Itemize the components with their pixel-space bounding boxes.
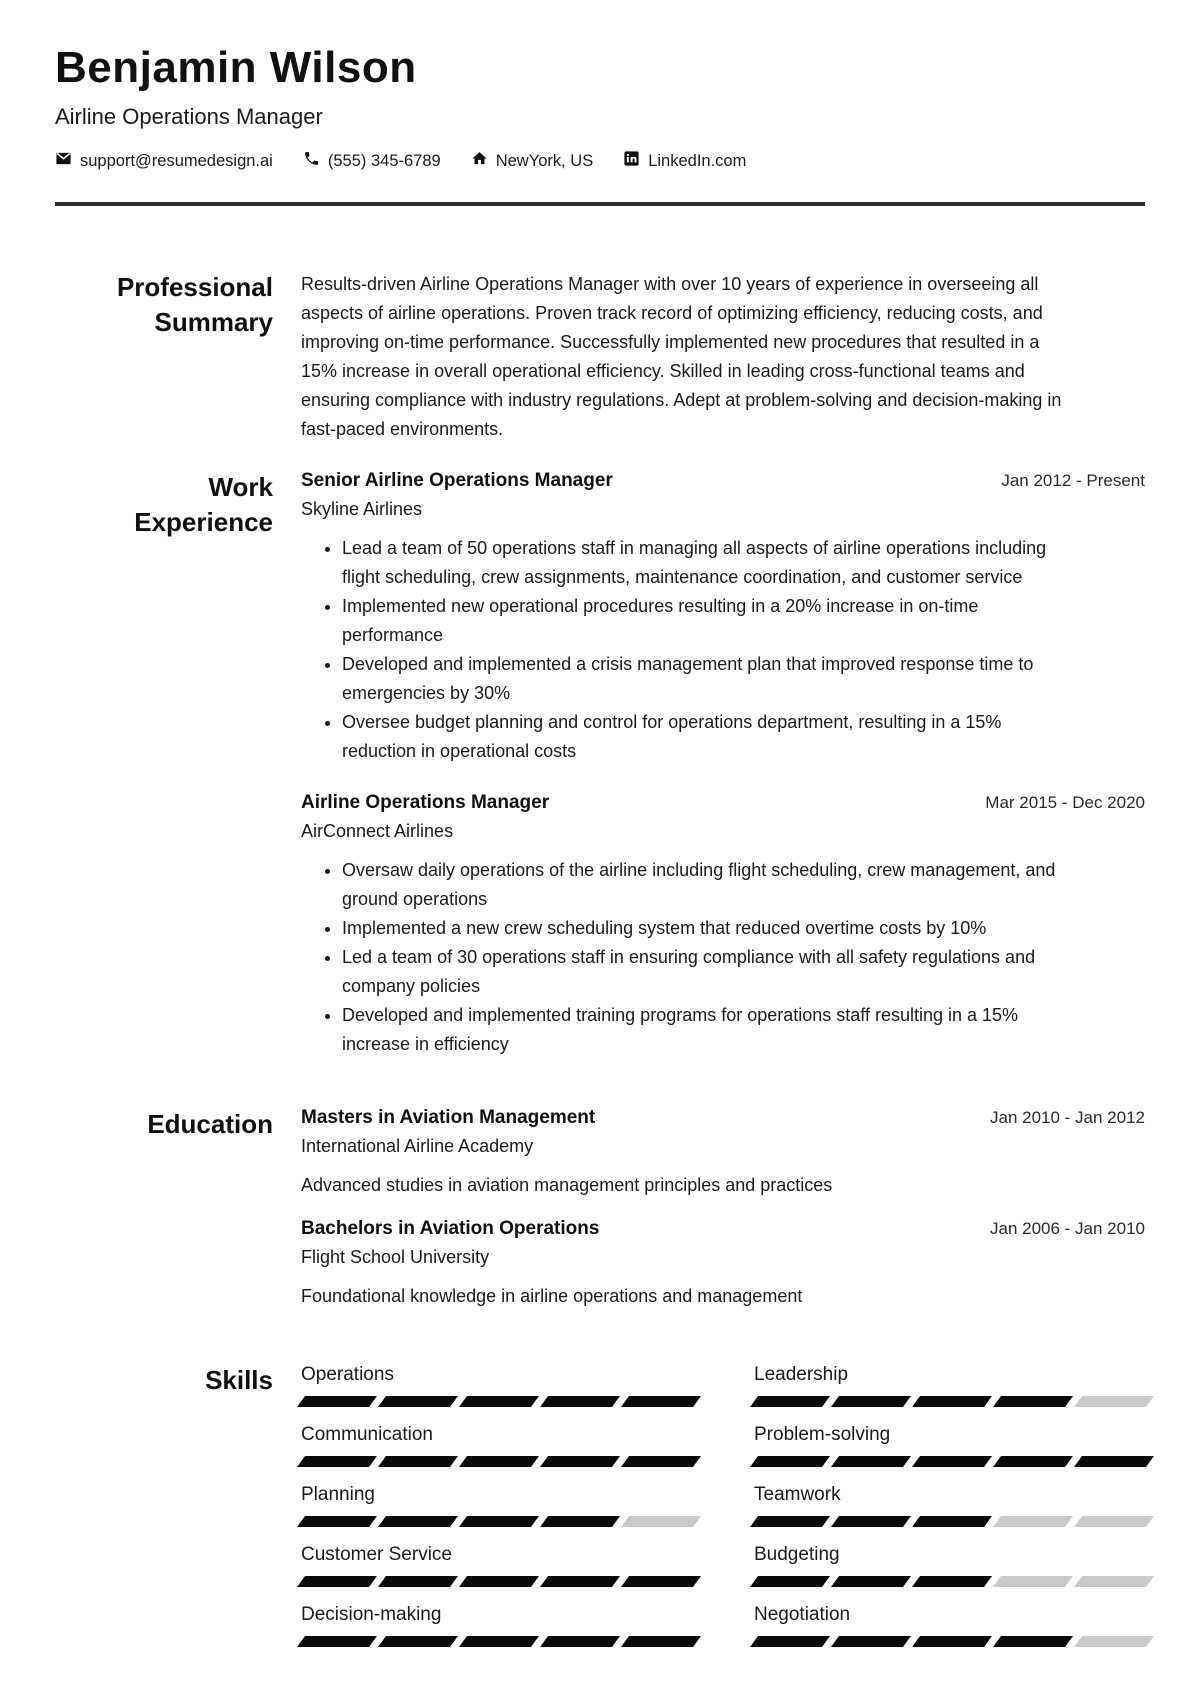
skill-segment-filled [750,1456,830,1467]
skill-segment-filled [297,1516,377,1527]
skill-item [754,1603,1150,1647]
skill-segment-filled [621,1456,701,1467]
skill-level-bar [301,1396,697,1407]
skill-segment-filled [540,1396,620,1407]
skill-segment-filled [750,1516,830,1527]
skills-body [301,1363,1146,1647]
summary-body [301,270,1145,444]
header [55,44,1145,172]
skill-segment-filled [297,1396,377,1407]
education-description: Advanced studies in aviation management principles and practices [301,1175,833,1196]
job-bullet: • Led a team of 30 operations staff in ensuring compliance with all safety regulations and company policies [342,943,1057,1001]
skill-segment-filled [993,1636,1073,1647]
section-education [55,1107,1145,1329]
skill-name: Customer Service [301,1544,452,1566]
skill-segment-empty [993,1516,1073,1527]
job-bullet: • Developed and implemented a crisis management plan that improved response time to emergencies by 30% [342,650,1057,708]
skill-segment-empty [993,1576,1073,1587]
contact-linkedin [623,150,746,172]
skill-segment-filled [297,1576,377,1587]
skill-segment-filled [912,1516,992,1527]
skill-name: Leadership [754,1364,849,1386]
degree-title: Bachelors in Aviation Operations [301,1218,600,1240]
education-entry [301,1218,1145,1311]
school-name: Flight School University [301,1247,490,1268]
job-bullet: • Developed and implemented training programs for operations staff resulting in a 15% increase in efficiency [342,1001,1057,1059]
job-header [301,792,1145,814]
skill-segment-filled [459,1636,539,1647]
skill-segment-filled [297,1456,377,1467]
skill-item [301,1423,697,1467]
skill-level-bar [301,1516,697,1527]
skill-level-bar [754,1396,1150,1407]
skill-level-bar [754,1516,1150,1527]
job-bullet: • Oversaw daily operations of the airline including flight scheduling, crew management, and ground operations [342,856,1057,914]
home-icon [471,150,488,172]
job-bullet: • Oversee budget planning and control for operations department, resulting in a 15% reduction in operational costs [342,708,1057,766]
skill-segment-filled [831,1456,911,1467]
section-label-education: Education [147,1109,273,1140]
contact-row [55,150,1145,172]
job-bullet: • Implemented new operational procedures resulting in a 20% increase in on-time performance [342,592,1057,650]
skill-level-bar [301,1636,697,1647]
job-entry [301,792,1145,1059]
skill-segment-filled [378,1396,458,1407]
header-divider [55,202,1145,206]
contact-email [55,150,273,172]
skill-level-bar [301,1576,697,1587]
skill-name: Negotiation [754,1604,851,1626]
section-label-professional-summary [55,270,273,339]
skills-grid [301,1363,1146,1647]
skill-segment-empty [1074,1396,1154,1407]
degree-title: Masters in Aviation Management [301,1107,596,1129]
skill-segment-filled [831,1576,911,1587]
skill-item [301,1483,697,1527]
phone-icon [303,150,320,172]
job-bullet: • Implemented a new crew scheduling system that reduced overtime costs by 10% [342,914,1057,943]
skill-name: Decision-making [301,1604,442,1626]
job-dates: Jan 2012 - Present [1001,471,1145,491]
skill-segment-filled [993,1456,1073,1467]
section-skills [55,1363,1145,1647]
education-body [301,1107,1145,1329]
skill-item [754,1543,1150,1587]
skill-segment-filled [621,1396,701,1407]
contact-phone [303,150,441,172]
resume-body [55,270,1145,1647]
skill-segment-empty [1074,1636,1154,1647]
skill-level-bar [754,1456,1150,1467]
skill-segment-filled [912,1456,992,1467]
contact-location [471,150,594,172]
education-dates: Jan 2006 - Jan 2010 [989,1219,1145,1239]
section-label-skills: Skills [205,1365,273,1396]
skill-name: Communication [301,1424,433,1446]
contact-linkedin-text: LinkedIn.com [648,151,747,170]
skill-segment-empty [621,1516,701,1527]
skill-level-bar [754,1576,1150,1587]
section-label-line: Experience [134,506,273,537]
summary-paragraph: Results-driven Airline Operations Manager with over 10 years of experience in overseeing all aspects of airline operations. Proven track record of optimizing efficiency, reducing costs, and improving on-time performance. Successfully implemented new procedures that resulted in a 15% increase in overall operational efficiency. Skilled in leading cross-functional teams and ensuring compliance with industry regulations. Adept at problem-solving and decision-making in fast-paced environments. [301,274,1062,440]
person-name: Benjamin Wilson [55,43,417,92]
job-title: Airline Operations Manager [301,792,550,814]
skill-segment-filled [1074,1456,1154,1467]
skill-segment-filled [378,1636,458,1647]
section-label-line: Summary [154,306,273,337]
skill-item [301,1603,697,1647]
skill-segment-filled [459,1516,539,1527]
skill-segment-filled [912,1576,992,1587]
skill-item [301,1543,697,1587]
skill-segment-filled [459,1396,539,1407]
skill-name: Teamwork [754,1484,841,1506]
job-bullet-list [301,856,1145,1059]
skill-segment-filled [621,1636,701,1647]
email-icon [55,150,72,172]
education-description: Foundational knowledge in airline operations and management [301,1286,803,1307]
education-header [301,1218,1145,1240]
job-title: Senior Airline Operations Manager [301,470,613,492]
skill-segment-filled [459,1576,539,1587]
education-header [301,1107,1145,1129]
contact-phone-text: (555) 345-6789 [327,151,441,170]
section-label-line: Professional [116,272,273,303]
section-professional-summary [55,270,1145,444]
skill-item [754,1483,1150,1527]
school-name: International Airline Academy [301,1136,534,1157]
contact-email-text: support@resumedesign.ai [80,151,273,170]
skill-segment-filled [540,1456,620,1467]
skill-segment-filled [912,1396,992,1407]
section-label-line: Work [208,472,273,503]
job-bullet-list [301,534,1145,766]
skill-segment-empty [1074,1516,1154,1527]
skill-name: Problem-solving [754,1424,891,1446]
skill-segment-filled [831,1636,911,1647]
skill-segment-filled [831,1396,911,1407]
education-entry [301,1107,1145,1200]
skill-segment-filled [378,1516,458,1527]
job-entry [301,470,1145,766]
person-job-title: Airline Operations Manager [55,104,323,130]
skill-level-bar [301,1456,697,1467]
skill-level-bar [754,1636,1150,1647]
work-body [301,470,1145,1059]
section-work-experience [55,470,1145,1059]
skill-item [754,1423,1150,1467]
skill-segment-filled [378,1456,458,1467]
skill-segment-filled [459,1456,539,1467]
skill-name: Planning [301,1484,375,1506]
skill-segment-filled [378,1576,458,1587]
skill-segment-filled [750,1396,830,1407]
skill-segment-filled [750,1636,830,1647]
skill-segment-filled [750,1576,830,1587]
education-dates: Jan 2010 - Jan 2012 [989,1108,1145,1128]
skill-segment-filled [831,1516,911,1527]
skill-segment-empty [1074,1576,1154,1587]
job-bullet: • Lead a team of 50 operations staff in managing all aspects of airline operations including flight scheduling, crew assignments, maintenance coordination, and customer service [342,534,1057,592]
contact-location-text: NewYork, US [495,151,594,170]
section-label-work-experience [55,470,273,539]
job-company: Skyline Airlines [301,499,423,520]
skill-segment-filled [540,1516,620,1527]
job-company: AirConnect Airlines [301,821,454,842]
job-header [301,470,1145,492]
job-dates: Mar 2015 - Dec 2020 [985,793,1145,813]
linkedin-icon [623,150,640,172]
skill-name: Budgeting [754,1544,840,1566]
skill-name: Operations [301,1364,394,1386]
skill-item [301,1363,697,1407]
skill-segment-filled [912,1636,992,1647]
skill-segment-filled [993,1396,1073,1407]
skill-segment-filled [540,1576,620,1587]
skill-segment-filled [297,1636,377,1647]
skill-item [754,1363,1150,1407]
skill-segment-filled [621,1576,701,1587]
skill-segment-filled [540,1636,620,1647]
